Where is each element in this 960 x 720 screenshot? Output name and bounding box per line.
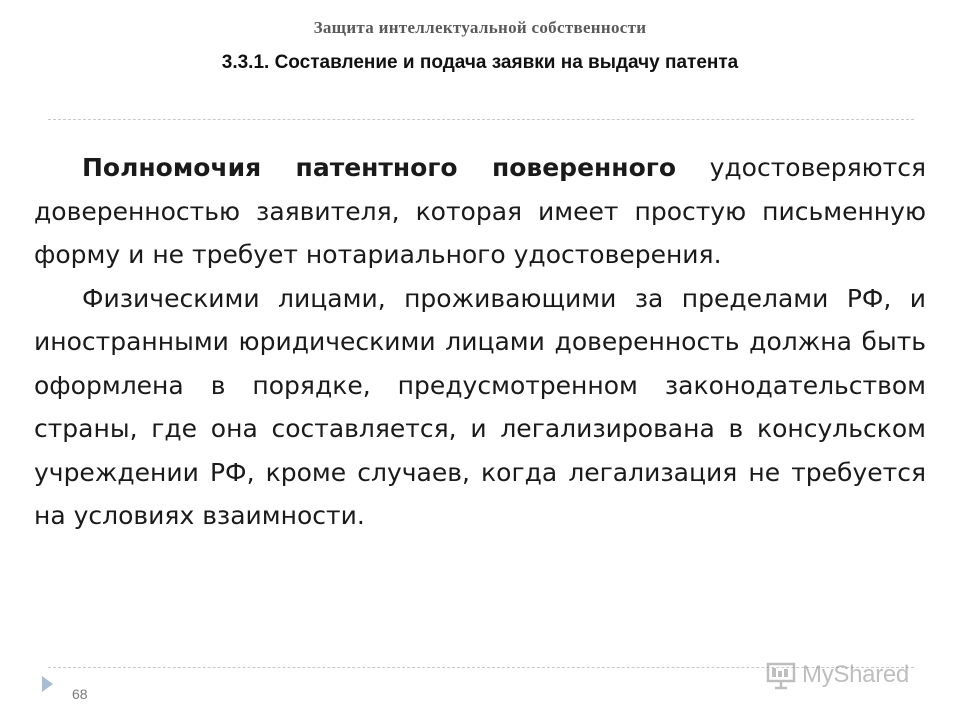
presentation-board-icon bbox=[766, 660, 796, 690]
paragraph-1 bbox=[34, 146, 926, 277]
page-number: 68 bbox=[72, 686, 88, 702]
watermark-text: MyShared bbox=[802, 661, 909, 688]
paragraph-1-text: удостоверяются доверенностью заявителя, которая имеет простую письменную форму и не требует нотариального удостоверения. bbox=[34, 153, 926, 269]
paragraph-2: Физическими лицами, проживающими за пределами РФ, и иностранными юридическими лицами доверенность должна быть оформлена в порядке, предусмотренном законодательством страны, где она составляется, и легализирована в консульском учреждении РФ, кроме случаев, когда легализация не требуется на условиях взаимности. bbox=[34, 283, 926, 530]
watermark bbox=[766, 658, 909, 692]
section-title: 3.3.1. Составление и подача заявки на выдачу патента bbox=[221, 52, 739, 73]
paragraph-1-bold-lead: Полномочия патентного поверенного bbox=[82, 153, 676, 182]
bullet-triangle-icon bbox=[42, 676, 53, 692]
header-title: Защита интеллектуальной собственности bbox=[313, 18, 647, 37]
slide-body bbox=[34, 146, 926, 538]
top-divider bbox=[48, 119, 914, 120]
